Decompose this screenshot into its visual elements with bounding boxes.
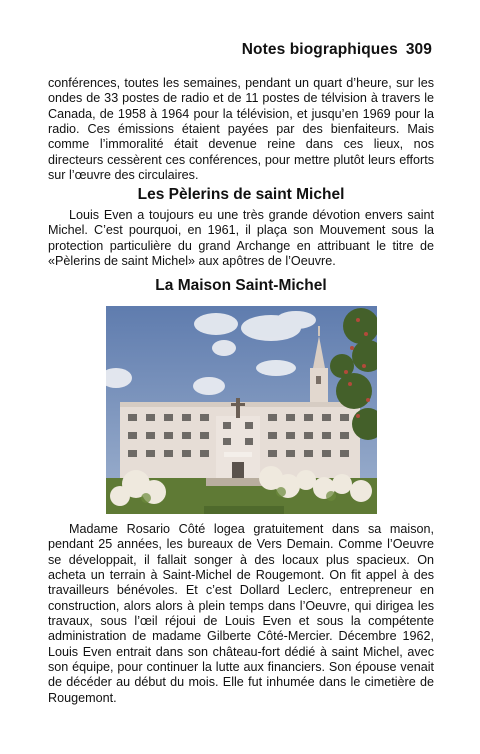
paragraph-maison (48, 522, 434, 706)
paragraph-intro-continuation (48, 76, 434, 183)
running-header-title: Notes biographiques (241, 41, 398, 58)
paragraph-text: Madame Rosario Côté logea gratuitement dans sa maison, pendant 25 années, les bureaux de Vers Demain. Comme l’Oeuvre se développait, il fallait songer à des locaux plus spacieux. On acheta un terrain à Saint-Michel de Rougemont. On fit appel à des travailleurs bénévoles. Et c’est Dollard Leclerc, entrepreneur en construction, alors alors à plein temps dans l’Oeuvre, qui dirigea les travaux, sous l’œil réjoui de Louis Even et sous la compétente administration de madame Gilberte Côté-Mercier. Décembre 1962, Louis Even entrait dans son château-fort dédié à saint Michel, avec son équipe, pour continuer la lutte aux financiers. Son épouse venait de décéder au début du mois. Elle fut inhumée dans le cimetière de Rougemont. (48, 522, 434, 705)
photo-maison-saint-michel (106, 306, 377, 514)
page-number: 309 (405, 41, 432, 58)
section-heading-maison: La Maison Saint-Michel (155, 277, 327, 294)
section-heading-pelerins: Les Pèlerins de saint Michel (137, 186, 345, 203)
running-header (242, 41, 432, 59)
paragraph-pelerins (48, 208, 434, 269)
paragraph-text: conférences, toutes les semaines, pendant un quart d’heure, sur les ondes de 33 postes de radio et de 11 postes de télvision à travers le Canada, de 1958 à 1964 pour la télévision, et jusqu’en 1969 pour la radio. Ces émissions étaient payées par des bienfaiteurs. Mais comme l’immoralité était devenue reine dans ces lieux, nos directeurs cessèrent ces conférences, pour mettre plutôt leurs efforts sur l’œuvre des circulaires. (48, 76, 434, 183)
paragraph-text: Louis Even a toujours eu une très grande dévotion envers saint Michel. C’est pourquoi, en 1961, il plaça son Mouvement sous la protection particulière du grand Archange en attribuant le titre de «Pèlerins de saint Michel» aux apôtres de l’Oeuvre. (48, 208, 434, 269)
